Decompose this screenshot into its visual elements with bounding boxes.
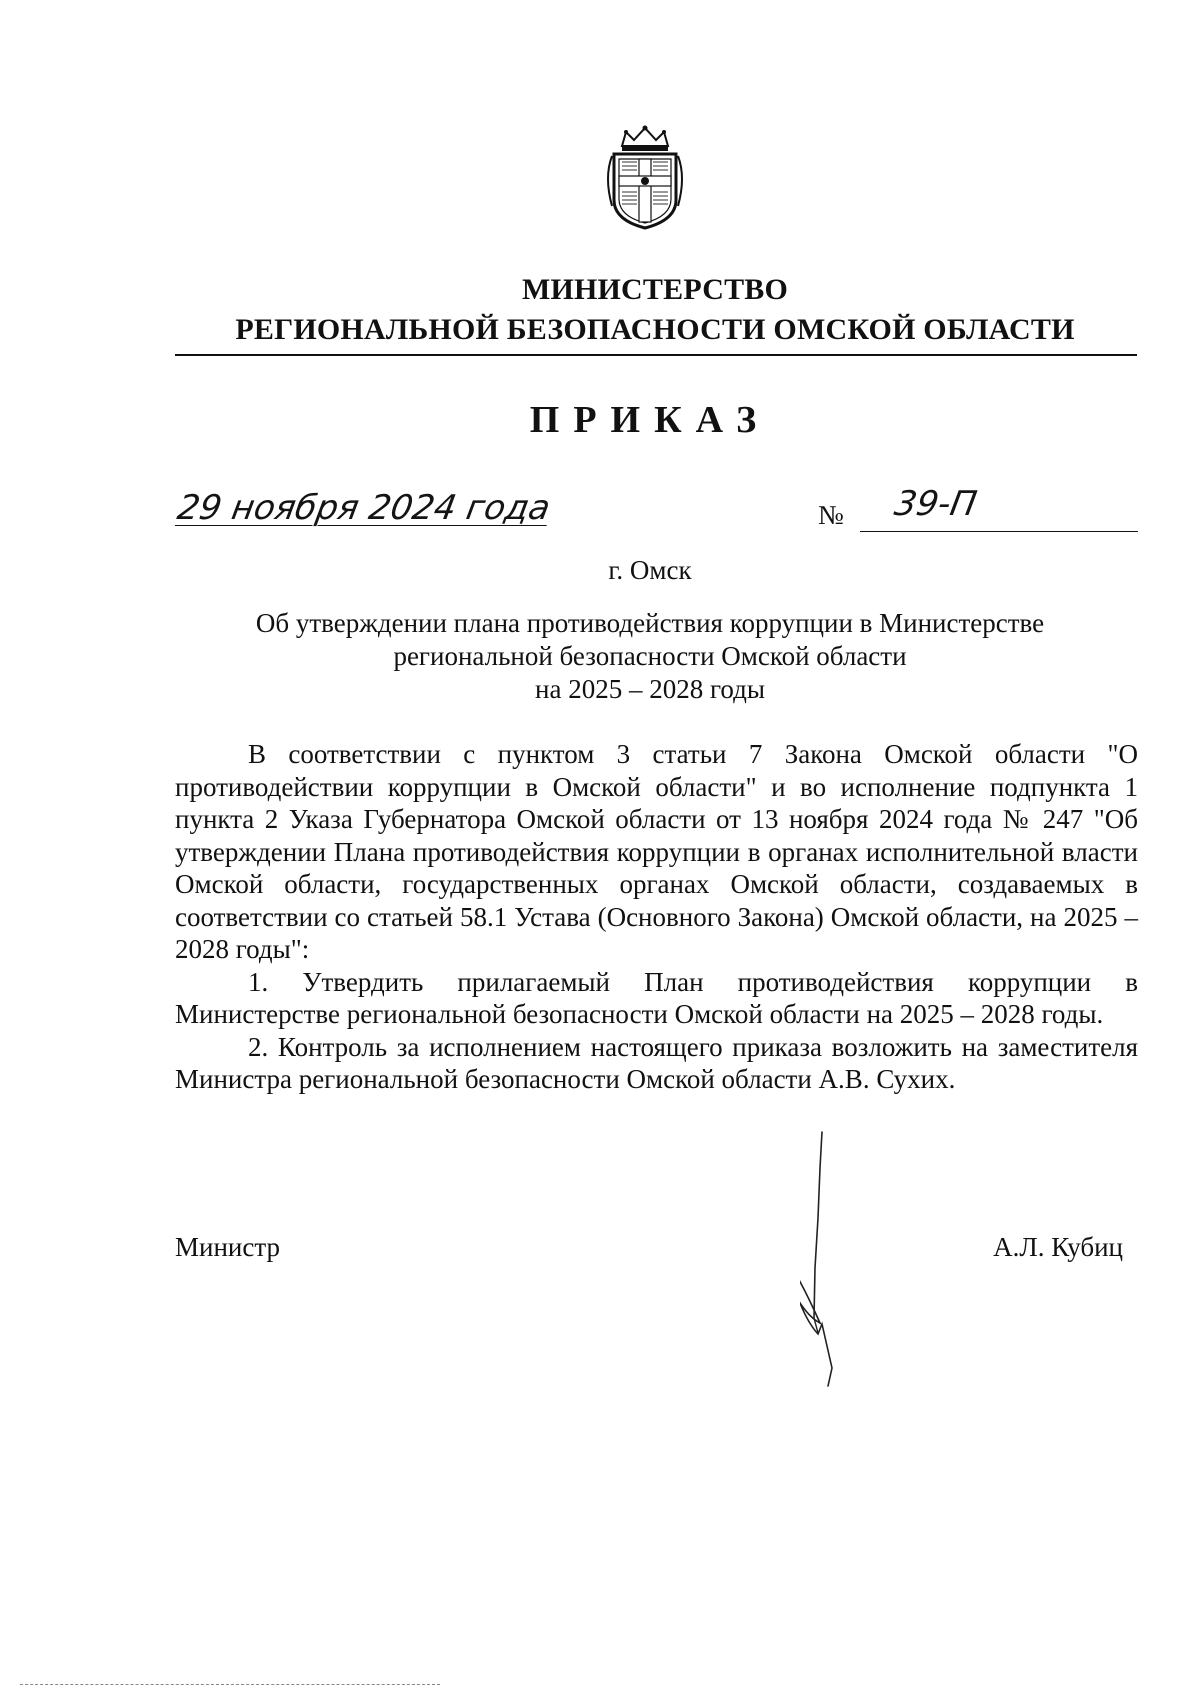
scan-footer-line <box>20 1684 440 1685</box>
document-body <box>175 738 1138 1096</box>
document-type-title: ПРИКАЗ <box>529 399 771 441</box>
city-line: г. Омск <box>608 555 692 585</box>
organization-name-line1: МИНИСТЕРСТВО <box>521 273 789 306</box>
organization-name-line2: РЕГИОНАЛЬНОЙ БЕЗОПАСНОСТИ ОМСКОЙ ОБЛАСТИ <box>235 313 1075 346</box>
signatory-position: Министр <box>175 1232 280 1262</box>
item-2-paragraph: 2. Контроль за исполнением настоящего приказа возложить на заместителя Министра региональной безопасности Омской области А.В. Сухих. <box>175 1031 1138 1094</box>
item-1-paragraph: 1. Утвердить прилагаемый План противодействия коррупции в Министерстве региональной безопасности Омской области на 2025 – 2028 годы. <box>175 966 1138 1029</box>
subject-line-2: региональной безопасности Омской области <box>393 641 907 671</box>
subject-line-3: на 2025 – 2028 годы <box>535 674 765 704</box>
subject-line-1: Об утверждении плана противодействия коррупции в Министерстве <box>255 608 1045 638</box>
handwritten-number: 39-П <box>891 484 980 524</box>
coat-of-arms-icon <box>600 122 690 232</box>
handwritten-date: 29 ноября 2024 года <box>174 488 554 528</box>
signatory-name: А.Л. Кубиц <box>993 1232 1123 1262</box>
number-label: № <box>818 500 844 530</box>
document-subject <box>210 607 1090 706</box>
number-underline <box>860 531 1138 532</box>
preamble-paragraph: В соответствии с пунктом 3 статьи 7 Закона Омской области "О противодействии коррупции в Омской области" и во исполнение подпункта 1 пункта 2 Указа Губернатора Омской области от 13 ноября 2024 года № 247 "Об утверждении Плана противодействия коррупции в органах исполнительной власти Омской области, государственных органах Омской области, создаваемых в соответствии со статьей 58.1 Устава (Основного Закона) Омской области, на 2025 – 2028 годы": <box>175 739 1138 964</box>
header-divider <box>175 354 1137 356</box>
handwritten-signature <box>800 1128 910 1398</box>
